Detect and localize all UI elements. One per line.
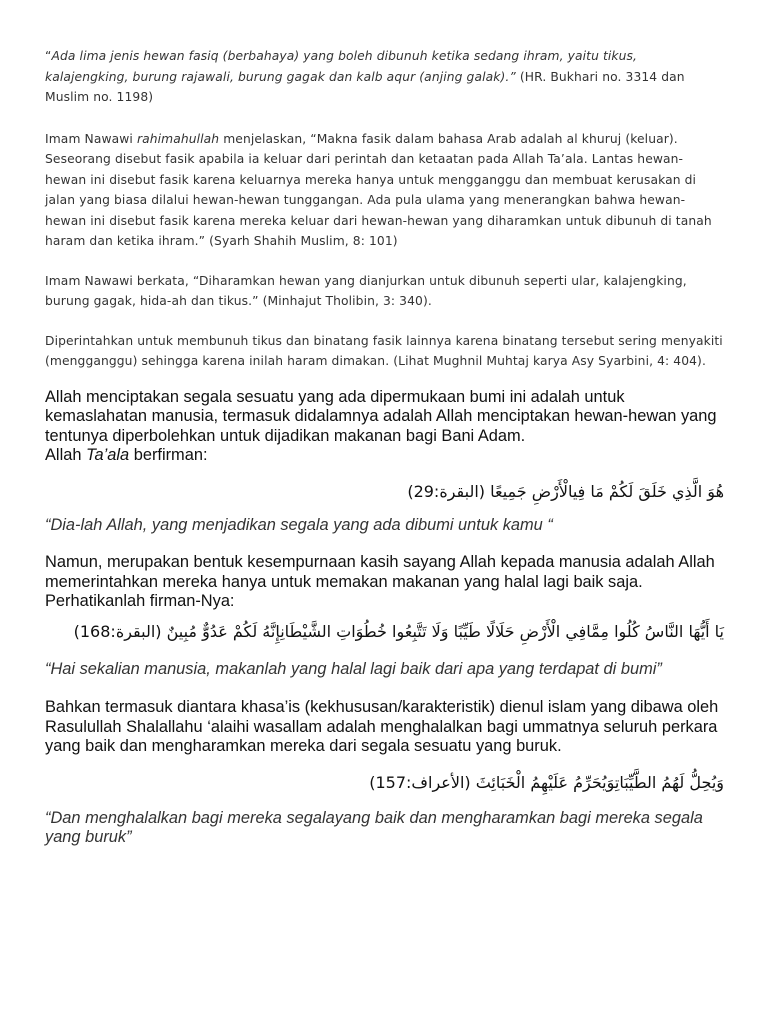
- halal-command-paragraph: Namun, merupakan bentuk kesempurnaan kasih sayang Allah kepada manusia adalah Allah memerintahkan mereka hanya untuk memakan makanan yang halal lagi baik saja. Perhatikanlah firman-Nya:: [45, 553, 715, 610]
- nawawi-lead: Imam Nawawi: [45, 131, 137, 146]
- hadith-open-quote: “: [45, 49, 52, 63]
- creation-paragraph: [45, 388, 724, 466]
- hadith-paragraph: [45, 46, 724, 108]
- nawawi-saying-paragraph: Imam Nawawi berkata, “Diharamkan hewan yang dianjurkan untuk dibunuh seperti ular, kalajengking, burung gagak, hida-ah dan tikus.” (Minhajut Tholibin, 3: 340).: [45, 273, 687, 308]
- translation-araf-157: [45, 809, 724, 848]
- ayah-baqarah-168: يَا أَيُّهَا النَّاسُ كُلُوا مِمَّافِي الْأَرْضِ حَلَالًا طَيِّبًا وَلَا تَتَّبِعُوا خُطُوَاتِ الشَّيْطَانِإِنَّهُ لَكُمْ عَدُوٌّ مُبِينٌ (البقرة:168): [73, 621, 724, 641]
- translation-araf-157-part2: ramkan bagi mereka segala yang buruk”: [45, 808, 703, 846]
- ayah-araf-157: وَيُحِلُّ لَهُمُ الطَّيِّبَاتِوَيُحَرِّمُ عَلَيْهِمُ الْخَبَائِثَ (الأعراف:157): [369, 772, 724, 792]
- hadith-text: Ada lima jenis hewan fasiq (berbahaya) yang boleh dibunuh ketika sedang ihram, yaitu tikus, kalajengking, burung rajawali, burung gagak dan kalb aqur (anjing galak).”: [45, 49, 638, 84]
- nawawi-honorific: rahimahullah: [136, 131, 220, 146]
- nawawi-explanation-paragraph: [45, 129, 724, 252]
- translation-baqarah-168: “Hai sekalian manusia, makanlah yang halal lagi baik dari apa yang terdapat di bumi”: [45, 659, 662, 678]
- taala-text: Ta’ala: [86, 446, 130, 464]
- translation-baqarah-29: “Dia-lah Allah, yang menjadikan segala yang ada dibumi untuk kamu “: [45, 515, 553, 534]
- command-paragraph: Diperintahkan untuk membunuh tikus dan binatang fasik lainnya karena binatang tersebut sering menyakiti (mengganggu) sehingga karena inilah haram dimakan. (Lihat Mughnil Muhtaj karya Asy Syarbini, 4: 404).: [45, 333, 723, 368]
- ayah-baqarah-29: هُوَ الَّذِي خَلَقَ لَكُمْ مَا فِيالْأَرْضِ جَمِيعًا (البقرة:29): [407, 481, 724, 501]
- hadith-source: (HR. Bukhari no. 3314 dan Muslim no. 1198): [45, 69, 685, 104]
- firman-lead: Allah: [45, 446, 87, 464]
- translation-araf-157-part1: “Dan menghalalkan bagi mereka segalayang baik dan mengha: [45, 808, 501, 827]
- creation-text: Allah menciptakan segala sesuatu yang ada dipermukaan bumi ini adalah untuk kemaslahatan manusia, termasuk didalamnya adalah Allah menciptakan hewan-hewan yang tentunya diperbolehkan untuk dijadikan makanan bagi Bani Adam.: [45, 387, 717, 445]
- khasais-paragraph: Bahkan termasuk diantara khasa’is (kekhususan/karakteristik) dienul islam yang dibawa oleh Rasulullah Shalallahu ‘alaihi wasallam adalah menghalalkan bagi ummatnya seluruh perkara yang baik dan mengharamkan mereka dari segala sesuatu yang buruk.: [45, 698, 719, 755]
- firman-tail: berfirman:: [129, 446, 208, 464]
- nawawi-explanation-text: menjelaskan, “Makna fasik dalam bahasa Arab adalah al khuruj (keluar). Seseorang disebut fasik apabila ia keluar dari perintah dan ketaatan pada Allah Ta’ala. Lantas hewan-hewan ini disebut fasik karena keluarnya mereka hanya untuk mengganggu dan membuat kerusakan di jalan yang biasa dilalui hewan-hewan tunggangan. Ada pula ulama yang menerangkan bahwa hewan-hewan ini disebut fasik karena mereka keluar dari hewan-hewan yang diharamkan untuk dibunuh di tanah haram dan ketika ihram.” (Syarh Shahih Muslim, 8: 101): [45, 131, 712, 248]
